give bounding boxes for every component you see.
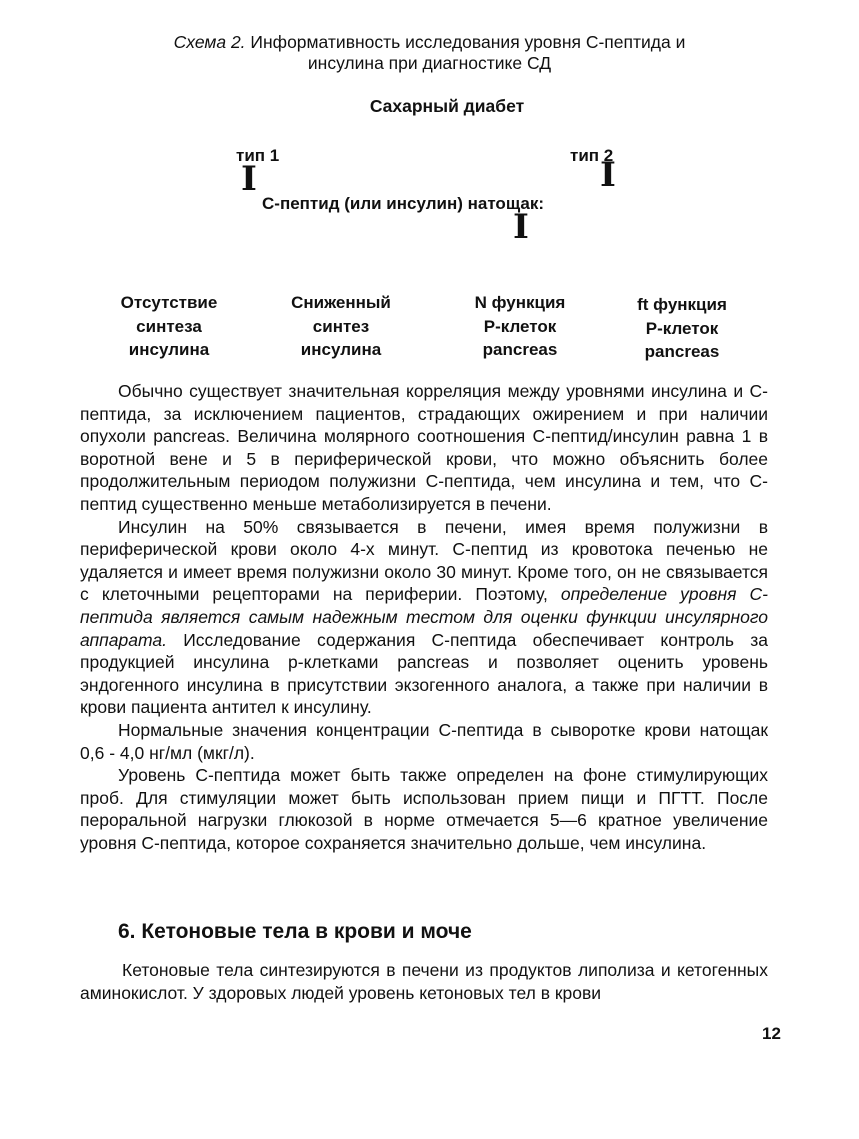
outcome-no-synthesis xyxy=(89,291,249,362)
type2-label: тип 2 xyxy=(570,146,614,165)
paragraph: Уровень С-пептида может быть также определен на фоне стимулирующих проб. Для стимуляции может быть использован прием пищи и ПГТТ. После пероральной нагрузки глюкозой в норме отмечается 5—6 кратное увеличение уровня С-пептида, которое сохраняется значительно дольше, чем инсулина. xyxy=(80,765,768,853)
outcome-line: pancreas xyxy=(482,340,558,359)
section-heading: 6. Кетоновые тела в крови и моче xyxy=(118,920,472,943)
diagram-title: Сахарный диабет xyxy=(369,96,525,116)
body-text xyxy=(80,380,768,854)
type1-label: тип 1 xyxy=(236,146,280,165)
page-number: 12 xyxy=(762,1024,781,1043)
outcome-line: Сниженный xyxy=(291,293,391,312)
outcome-increased-function xyxy=(602,293,762,364)
outcome-line: ft функция xyxy=(637,295,727,314)
caption-line-2: инсулина при диагностике СД xyxy=(307,53,552,73)
outcome-line: Р-клеток xyxy=(645,318,719,338)
outcome-line: синтеза xyxy=(136,316,202,336)
paragraph-text: Исследование содержания С-пептида обеспечивает контроль за продукцией инсулина р-клетками pancreas и позволяет оценить уровень эндогенного инсулина в присутствии экзогенного аналога, а также при наличии в крови пациента антител к инсулину. xyxy=(80,629,768,718)
emphasis-text: определение уровня С-пептида является самым надежным тестом для оценки функции инсулярного аппарата. xyxy=(80,584,769,650)
paragraph: Кетоновые тела синтезируются в печени из продуктов липолиза и кетогенных аминокислот. У здоровых людей уровень кетоновых тел в крови xyxy=(80,960,768,1003)
outcome-line: Р-клеток xyxy=(483,316,557,336)
section-text xyxy=(80,959,768,1004)
outcome-line: N функция xyxy=(474,293,566,312)
paragraph: Нормальные значения концентрации С-пептида в сыворотке крови натощак 0,6 - 4,0 нг/мл (мкг/л). xyxy=(80,719,768,763)
outcome-line: инсулина xyxy=(300,340,382,359)
outcome-line: инсулина xyxy=(128,340,210,359)
type1-connector: I xyxy=(241,159,257,199)
caption-line-1 xyxy=(0,32,859,53)
caption-lead: Схема 2. xyxy=(173,32,246,52)
outcome-line: синтез xyxy=(312,316,370,336)
paragraph-text: Инсулин на 50% связывается в печени, имея время полужизни в периферической крови около 4-х минут. С-пептид из кровотока печенью не удаляется и имеет время полужизни около 30 минут. Кроме того, он не связывается с клеточными рецепторами на периферии. Поэтому, xyxy=(80,516,768,605)
outcome-line: Отсутствие xyxy=(120,293,218,312)
c-peptide-label: С-пептид (или инсулин) натощак: xyxy=(262,194,544,213)
type2-connector: I xyxy=(600,155,616,195)
outcome-reduced-synthesis xyxy=(261,291,421,362)
caption-text: Информативность исследования уровня С-пептида и xyxy=(250,32,686,52)
outcome-normal-function xyxy=(440,291,600,362)
paragraph: Обычно существует значительная корреляция между уровнями инсулина и С-пептида, за исключением пациентов, страдающих ожирением и при наличии опухоли pancreas. Величина молярного соотношения С-пептид/инсулин равна 1 в воротной вене и 5 в периферической крови, что можно объяснить более продолжительным периодом полужизни С-пептида, чем инсулина и тем, что С-пептид существенно меньше метаболизируется в печени. xyxy=(80,381,768,514)
paragraph xyxy=(80,516,768,719)
outcome-line: pancreas xyxy=(644,342,720,361)
center-connector: I xyxy=(513,207,529,247)
figure-caption xyxy=(0,32,859,74)
